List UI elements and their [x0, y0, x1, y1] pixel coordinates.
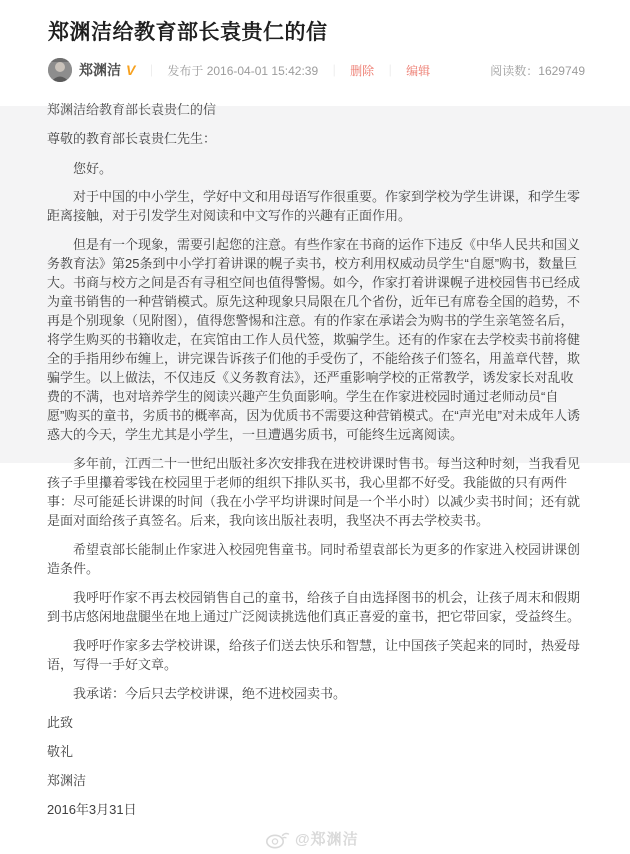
separator: ｜: [384, 63, 397, 78]
weibo-watermark: [265, 829, 583, 849]
letter-paragraph: 但是有一个现象，需要引起您的注意。有些作家在书商的运作下违反《中华人民共和国义务教育法》第25条到中小学打着讲课的幌子卖书，校方利用权威动员学生“自愿”购书，数量巨大。书商与校方之间是否有寻租空间也值得警惕。如今，作家打着讲课幌子进校园售书已经成为童书销售的一种营销模式。原先这种现象只局限在几个省份，近年已有席卷全国的趋势，不再是个别现象（见附图），值得您警惕和注意。有的作家在承诺会为购书的学生亲笔签名后，将学生购买的书籍收走，在宾馆由工作人员代签，欺骗学生。还有的作家在去学校卖书前将健全的手指用纱布缠上，讲完课告诉孩子们他的手受伤了，不能给孩子们签名，用盖章代替，欺骗学生。以上做法，不仅违反《义务教育法》，还严重影响学校的正常教学，诱发家长对乱收费的不满，也对培养学生的阅读兴趣产生负面影响。学生在作家进校园时通过老师动员“自愿”购买的童书，劣质书的概率高，因为优质书不需要这种营销模式。在“声光电”对未成年人诱惑大的今天，学生尤其是小学生，一旦遭遇劣质书，可能终生远离阅读。: [47, 237, 581, 442]
letter-paragraph: 我呼吁作家多去学校讲课，给孩子们送去快乐和智慧，让中国孩子笑起来的同时，热爱母语，写得一手好文章。: [47, 638, 581, 672]
letter-salute: 敬礼: [47, 744, 74, 759]
letter-paragraph: 对于中国的中小学生，学好中文和用母语写作很重要。作家到学校为学生讲课，和学生零距离接触，对于引发学生对阅读和中文写作的兴趣有正面作用。: [47, 189, 581, 223]
watermark-text: @郑渊洁: [295, 830, 359, 848]
letter-body: [47, 100, 583, 849]
letter-paragraph: 我承诺：今后只去学校讲课，绝不进校园卖书。: [73, 686, 347, 701]
avatar[interactable]: [48, 58, 72, 82]
separator: ｜: [328, 63, 341, 78]
letter-signature: 郑渊洁: [47, 773, 87, 788]
weibo-logo-icon: [265, 829, 291, 849]
edit-link[interactable]: 编辑: [406, 63, 431, 78]
letter-date: 2016年3月31日: [47, 802, 137, 817]
separator: ｜: [145, 63, 158, 78]
letter-paragraph: 多年前，江西二十一世纪出版社多次安排我在进校讲课时售书。每当这种时刻，当我看见孩子手里攥着零钱在校园里于老师的组织下排队买书，我心里都不好受。我能做的只有两件事：尽可能延长讲课的时间（我在小学平均讲课时间是一个半小时）以减少卖书时间；还有就是面对面给孩子真签名。后来，我向该出版社表明，我坚决不再去学校卖书。: [47, 456, 581, 528]
read-count-label: 阅读数：: [490, 63, 539, 78]
avatar-photo: [48, 58, 72, 82]
post-meta-bar: [48, 57, 585, 83]
letter-title: 郑渊洁给教育部长袁贵仁的信: [47, 102, 217, 117]
author-name[interactable]: 郑渊洁: [79, 62, 121, 78]
letter-paragraph: 希望袁部长能制止作家进入校园兜售童书。同时希望袁部长为更多的作家进入校园讲课创造条件。: [47, 542, 581, 576]
read-count: [490, 62, 585, 79]
letter-greeting: 您好。: [73, 161, 113, 176]
verified-v-icon: V: [126, 62, 136, 78]
read-count-value: 1629749: [538, 63, 585, 78]
letter-paragraph: 我呼吁作家不再去校园销售自己的童书，给孩子自由选择图书的机会，让孩子周末和假期到书店悠闲地盘腿坐在地上通过广泛阅读挑选他们真正喜爱的童书，把它带回家，受益终生。: [47, 590, 581, 624]
letter-closing: 此致: [47, 715, 74, 730]
delete-link[interactable]: 删除: [350, 63, 375, 78]
letter-salutation: 尊敬的教育部长袁贵仁先生：: [47, 131, 217, 146]
published-time: 发布于 2016-04-01 15:42:39: [167, 63, 319, 78]
page-title: 郑渊洁给教育部长袁贵仁的信: [48, 21, 328, 44]
